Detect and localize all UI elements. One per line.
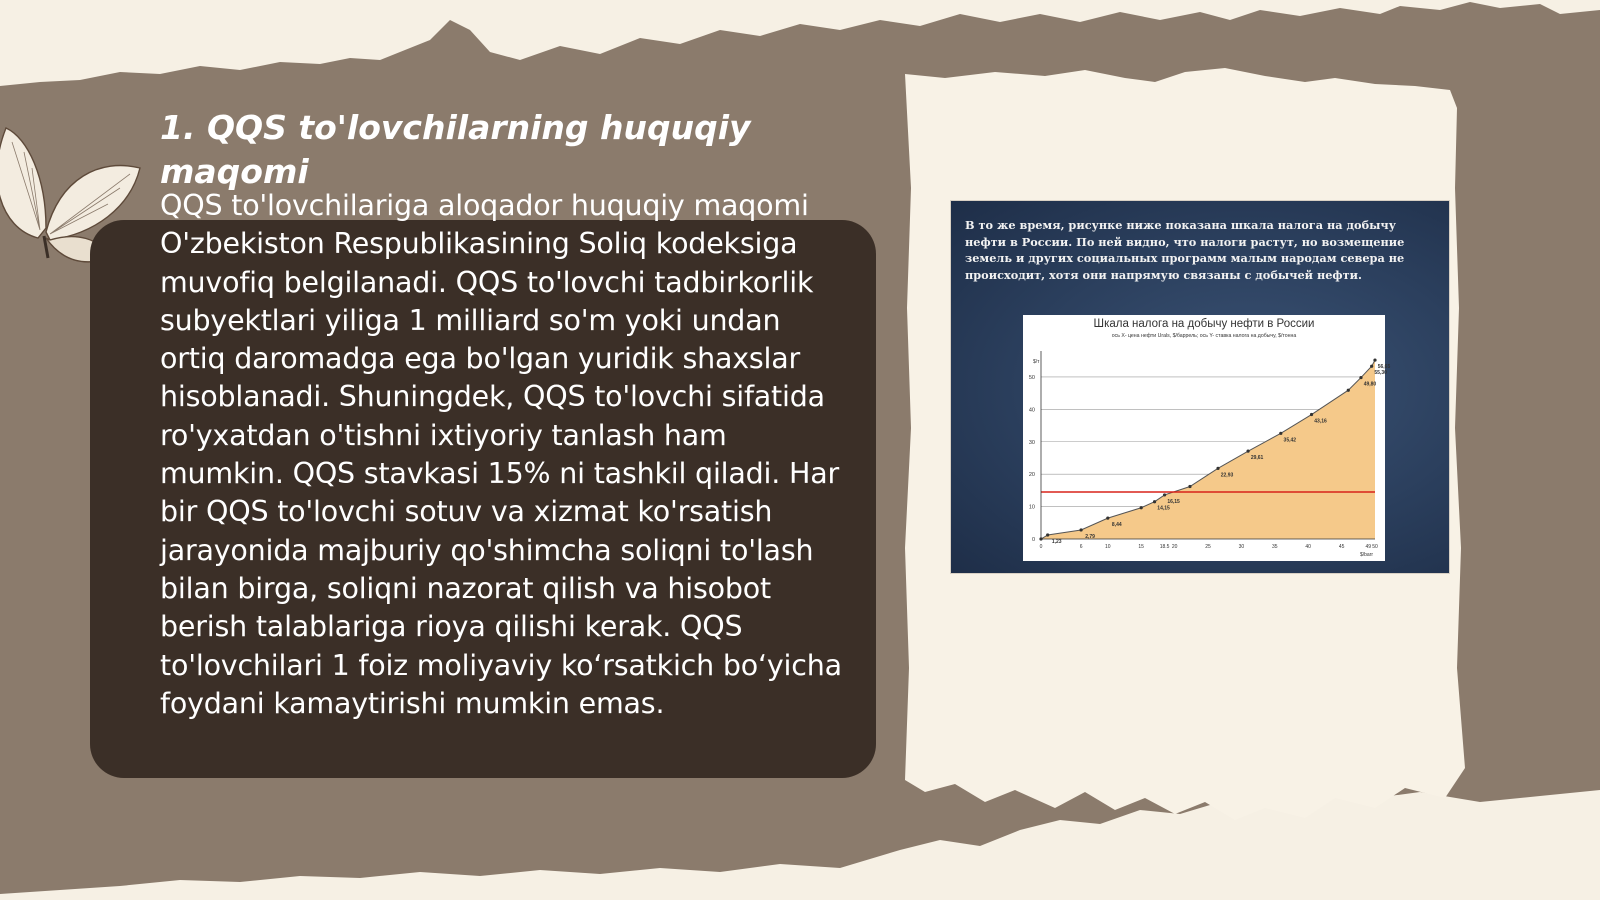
chart-title: Шкала налога на добычу нефти в России bbox=[1093, 318, 1315, 330]
x-axis-label: $/barr bbox=[1359, 552, 1373, 558]
slide-title: 1. QQS to'lovchilarning huquqiy maqomi bbox=[160, 108, 751, 191]
data-label: 2,79 bbox=[1085, 533, 1095, 540]
data-label: 35,42 bbox=[1283, 437, 1297, 444]
data-label: 56,65 bbox=[1377, 364, 1391, 371]
data-point bbox=[1279, 432, 1282, 435]
data-point bbox=[1079, 528, 1082, 531]
data-label: 1,23 bbox=[1051, 539, 1062, 546]
body-paragraph: QQS to'lovchilariga aloqador huquqiy maqomi O'zbekiston Respublikasining Soliq kodeksiga muvofiq belgilanadi. QQS to'lovchi tadbirkorlik subyektlari yiliga 1 milliard so'm yoki undan ortiq daromadga ega bo'lgan yuridik shaxslar hisoblanadi. Shuningdek, QQS to'lovchi sifatida ro'yxatdan o'tishni ixtiyoriy tanlash ham mumkin. QQS stavkasi 15% ni tashkil qiladi. Har bir QQS to'lovchi sotuv va xizmat ko'rsatish jarayonida majburiy qo'shimcha soliqni to'lash bilan birga, soliqni nazorat qilish va hisobot berish talablariga rioya qilishi kerak. QQS to'lovchilari 1 foiz moliyaviy koʻrsatkich boʻyicha foydani kamaytirishi mumkin emas. bbox=[160, 189, 842, 720]
data-point bbox=[1347, 389, 1350, 392]
y-tick-label: 10 bbox=[1028, 504, 1035, 511]
data-label: 16,15 bbox=[1167, 498, 1180, 505]
x-tick-label: 45 bbox=[1338, 544, 1345, 550]
data-label: 43,16 bbox=[1314, 418, 1327, 425]
area-fill bbox=[1041, 360, 1375, 539]
chart-container bbox=[1023, 315, 1391, 561]
x-tick-label: 40 bbox=[1305, 544, 1311, 550]
x-tick-label: 20 bbox=[1171, 544, 1178, 550]
x-tick-label: 15 bbox=[1138, 544, 1144, 550]
x-tick-label: 25 bbox=[1205, 544, 1211, 550]
data-point bbox=[1046, 533, 1049, 536]
x-tick-label: 50 bbox=[1372, 544, 1378, 550]
data-point bbox=[1153, 500, 1156, 503]
data-label: 49,80 bbox=[1363, 381, 1377, 388]
x-tick-label: 6 bbox=[1079, 544, 1083, 550]
data-point bbox=[1370, 365, 1373, 368]
figure-caption: В то же время, рисунке ниже показана шкала налога на добычу нефти в России. По ней видно, что налоги растут, но возмещение земель и других социальных программ малым народам севера не происходит, хотя они напрямую связаны с добычей нефти. bbox=[965, 218, 1405, 282]
data-label: 55,30 bbox=[1374, 370, 1387, 377]
y-tick-label: 0 bbox=[1031, 537, 1035, 543]
data-point bbox=[1140, 506, 1143, 509]
data-label: 8,44 bbox=[1111, 522, 1122, 529]
y-tick-label: 50 bbox=[1028, 374, 1035, 381]
data-point bbox=[1163, 493, 1166, 496]
y-tick-label: 20 bbox=[1028, 472, 1035, 479]
y-axis-label: $/т bbox=[1033, 359, 1040, 365]
data-label: 29,61 bbox=[1250, 455, 1264, 462]
x-tick-label: 0 bbox=[1039, 544, 1043, 550]
data-point bbox=[1188, 485, 1191, 488]
data-point bbox=[1359, 376, 1362, 379]
x-tick-label: 30 bbox=[1238, 544, 1245, 550]
data-point bbox=[1246, 450, 1249, 453]
figure-image bbox=[950, 200, 1450, 574]
data-point bbox=[1310, 413, 1313, 416]
y-tick-label: 30 bbox=[1028, 439, 1035, 446]
data-point bbox=[1216, 467, 1219, 470]
data-label: 22,93 bbox=[1220, 472, 1234, 479]
x-tick-label: 35 bbox=[1272, 544, 1278, 550]
x-tick-label: 18.5 bbox=[1159, 544, 1170, 550]
chart-subtitle: ось X- цена нефти Urals, $/баррель; ось Y- ставка налога на добычу, $/тонна bbox=[1111, 333, 1297, 339]
data-point bbox=[1373, 358, 1376, 361]
x-tick-label: 49 bbox=[1365, 544, 1372, 550]
data-point bbox=[1106, 517, 1109, 520]
oil-tax-chart bbox=[1023, 315, 1391, 561]
data-label: 14,15 bbox=[1157, 505, 1170, 512]
y-tick-label: 40 bbox=[1028, 407, 1035, 414]
x-tick-label: 10 bbox=[1105, 544, 1111, 550]
